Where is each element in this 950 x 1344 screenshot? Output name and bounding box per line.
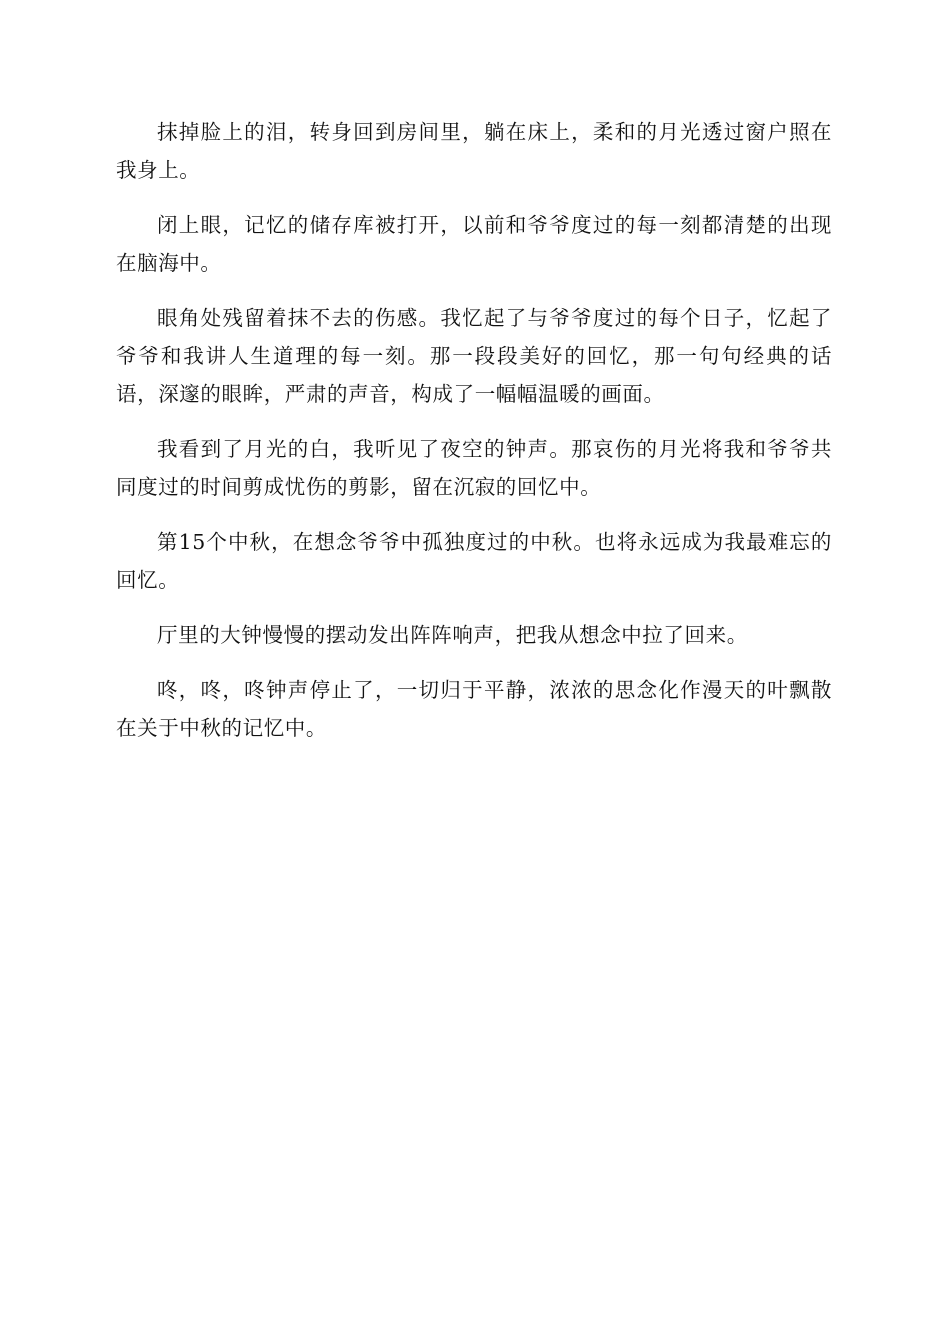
paragraph: 我看到了月光的白，我听见了夜空的钟声。那哀伤的月光将我和爷爷共同度过的时间剪成忧伤的剪影，留在沉寂的回忆中。 bbox=[116, 437, 832, 499]
paragraph: 咚，咚，咚钟声停止了，一切归于平静，浓浓的思念化作漫天的叶飘散在关于中秋的记忆中。 bbox=[116, 678, 832, 740]
document-body bbox=[116, 113, 832, 764]
paragraph: 抹掉脸上的泪，转身回到房间里，躺在床上，柔和的月光透过窗户照在我身上。 bbox=[116, 120, 832, 182]
paragraph: 闭上眼，记忆的储存库被打开，以前和爷爷度过的每一刻都清楚的出现在脑海中。 bbox=[116, 213, 832, 275]
paragraph: 第15个中秋，在想念爷爷中孤独度过的中秋。也将永远成为我最难忘的回忆。 bbox=[116, 530, 832, 592]
paragraph: 厅里的大钟慢慢的摆动发出阵阵响声，把我从想念中拉了回来。 bbox=[157, 623, 748, 647]
paragraph: 眼角处残留着抹不去的伤感。我忆起了与爷爷度过的每个日子，忆起了爷爷和我讲人生道理的每一刻。那一段段美好的回忆，那一句句经典的话语，深邃的眼眸，严肃的声音，构成了一幅幅温暖的画面。 bbox=[116, 306, 832, 406]
